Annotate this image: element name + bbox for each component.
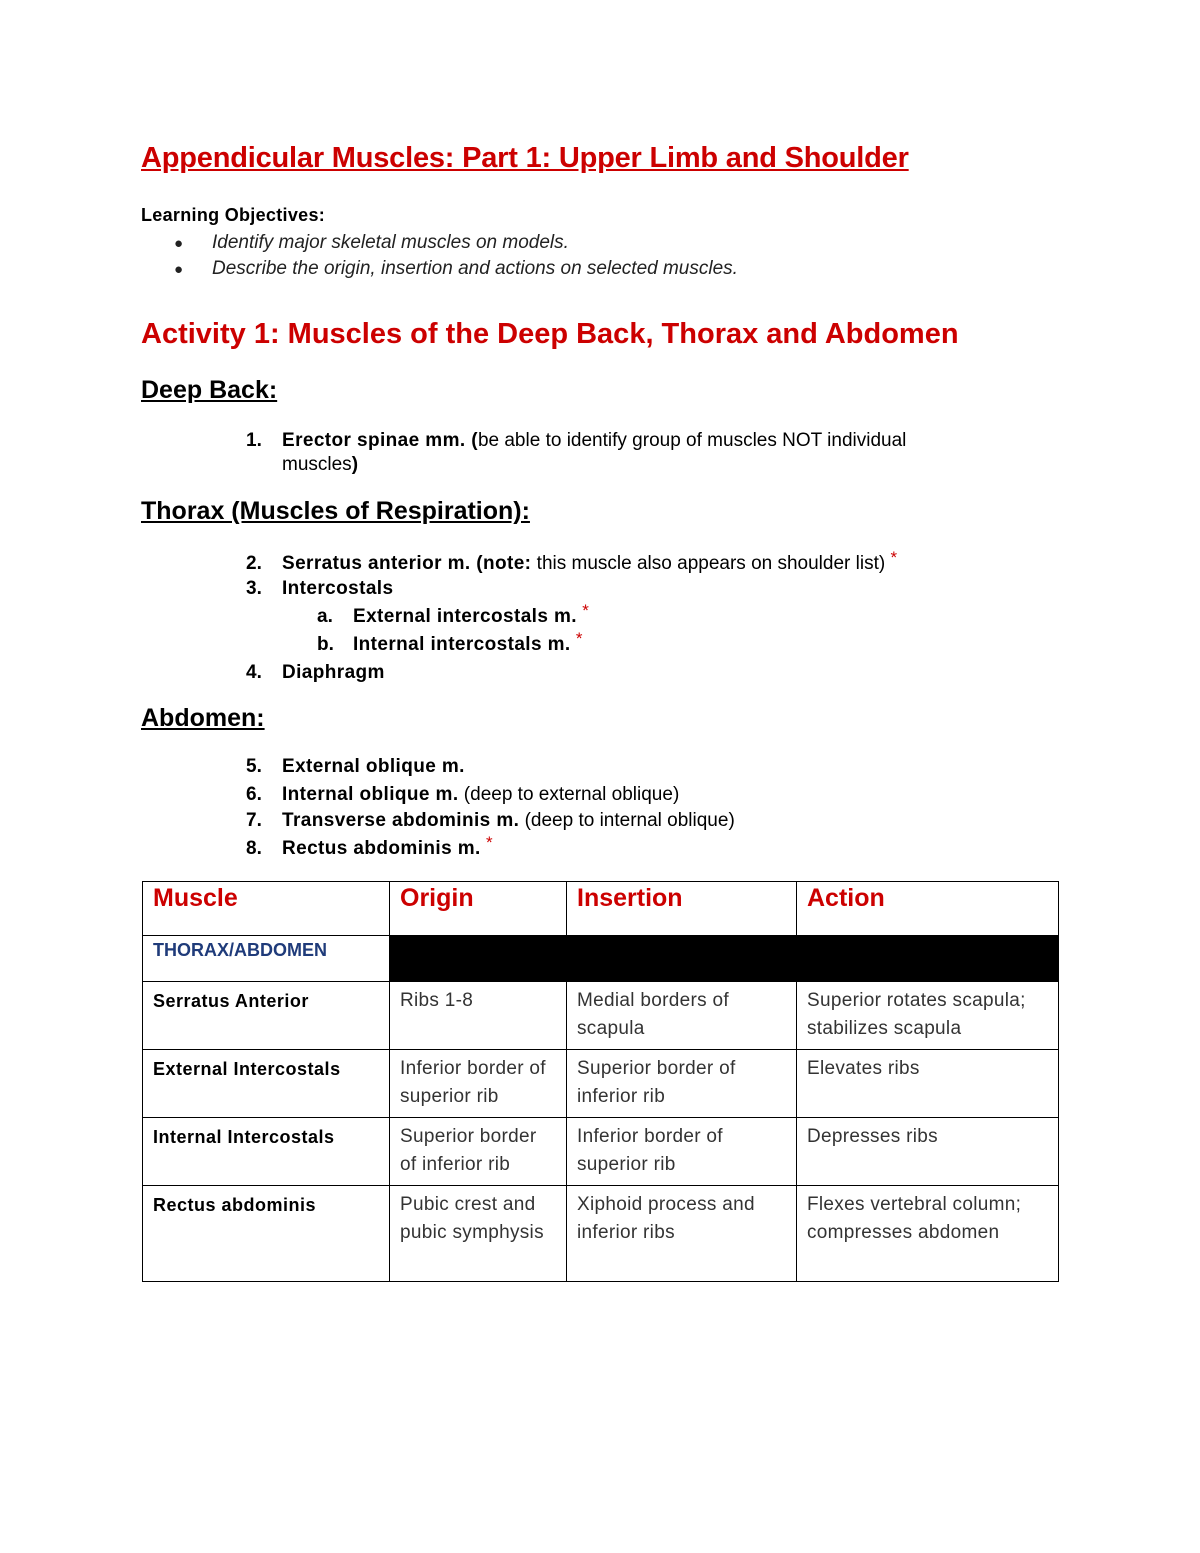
list-item: ● Identify major skeletal muscles on models.: [174, 230, 738, 256]
objectives-list: [174, 230, 738, 282]
action-cell: Superior rotates scapula; stabilizes scapula: [797, 982, 1059, 1050]
column-header-insertion: Insertion: [567, 882, 797, 936]
category-label: THORAX/ABDOMEN: [143, 936, 390, 982]
origin-cell: Ribs 1-8: [390, 982, 567, 1050]
bullet-icon: ●: [174, 261, 184, 278]
muscle-cell: External Intercostals: [143, 1050, 390, 1118]
thorax-heading: Thorax (Muscles of Respiration):: [141, 497, 530, 525]
muscle-cell: Internal Intercostals: [143, 1118, 390, 1186]
table-row: [143, 1186, 1059, 1282]
asterisk-icon: *: [485, 833, 493, 852]
list-item: 7. Transverse abdominis m. (deep to internal oblique): [246, 810, 735, 831]
origin-cell: Inferior border of superior rib: [390, 1050, 567, 1118]
table-header-row: [143, 882, 1059, 936]
asterisk-icon: *: [575, 629, 583, 648]
abdomen-heading: Abdomen:: [141, 704, 265, 732]
list-item: 4. Diaphragm: [246, 662, 385, 683]
muscle-cell: Rectus abdominis: [143, 1186, 390, 1282]
insertion-cell: Inferior border of superior rib: [567, 1118, 797, 1186]
list-item: 1. Erector spinae mm. (be able to identify group of muscles NOT individual: [246, 430, 907, 451]
page-title: Appendicular Muscles: Part 1: Upper Limb and Shoulder: [141, 142, 909, 174]
list-item: 6. Internal oblique m. (deep to external oblique): [246, 784, 680, 805]
insertion-cell: Xiphoid process and inferior ribs: [567, 1186, 797, 1282]
list-item: 8. Rectus abdominis m. *: [246, 833, 493, 859]
table-row: [143, 1050, 1059, 1118]
list-item: a. External intercostals m. *: [317, 601, 589, 627]
bullet-icon: ●: [174, 235, 184, 252]
column-header-origin: Origin: [390, 882, 567, 936]
column-header-action: Action: [797, 882, 1059, 936]
column-header-muscle: Muscle: [143, 882, 390, 936]
list-item: ● Describe the origin, insertion and actions on selected muscles.: [174, 256, 738, 282]
category-row: [143, 936, 1059, 982]
table-row: [143, 982, 1059, 1050]
asterisk-icon: *: [582, 601, 589, 620]
origin-cell: Pubic crest and pubic symphysis: [390, 1186, 567, 1282]
objectives-label: Learning Objectives:: [141, 205, 326, 225]
origin-cell: Superior border of inferior rib: [390, 1118, 567, 1186]
list-item: b. Internal intercostals m. *: [317, 629, 583, 655]
action-cell: Elevates ribs: [797, 1050, 1059, 1118]
list-item: 5. External oblique m.: [246, 756, 465, 777]
table-row: [143, 1118, 1059, 1186]
list-item: 2. Serratus anterior m. (note: this muscle also appears on shoulder list) *: [246, 548, 898, 574]
deep-back-heading: Deep Back:: [141, 376, 278, 404]
asterisk-icon: *: [890, 548, 898, 567]
category-fill: [390, 936, 1059, 982]
list-item-continuation: muscles): [282, 454, 359, 475]
muscle-cell: Serratus Anterior: [143, 982, 390, 1050]
list-item: 3. Intercostals: [246, 578, 394, 599]
activity-heading: Activity 1: Muscles of the Deep Back, Thorax and Abdomen: [141, 318, 959, 350]
action-cell: Flexes vertebral column; compresses abdomen: [797, 1186, 1059, 1282]
insertion-cell: Superior border of inferior rib: [567, 1050, 797, 1118]
insertion-cell: Medial borders of scapula: [567, 982, 797, 1050]
action-cell: Depresses ribs: [797, 1118, 1059, 1186]
muscle-table: [142, 881, 1059, 1282]
